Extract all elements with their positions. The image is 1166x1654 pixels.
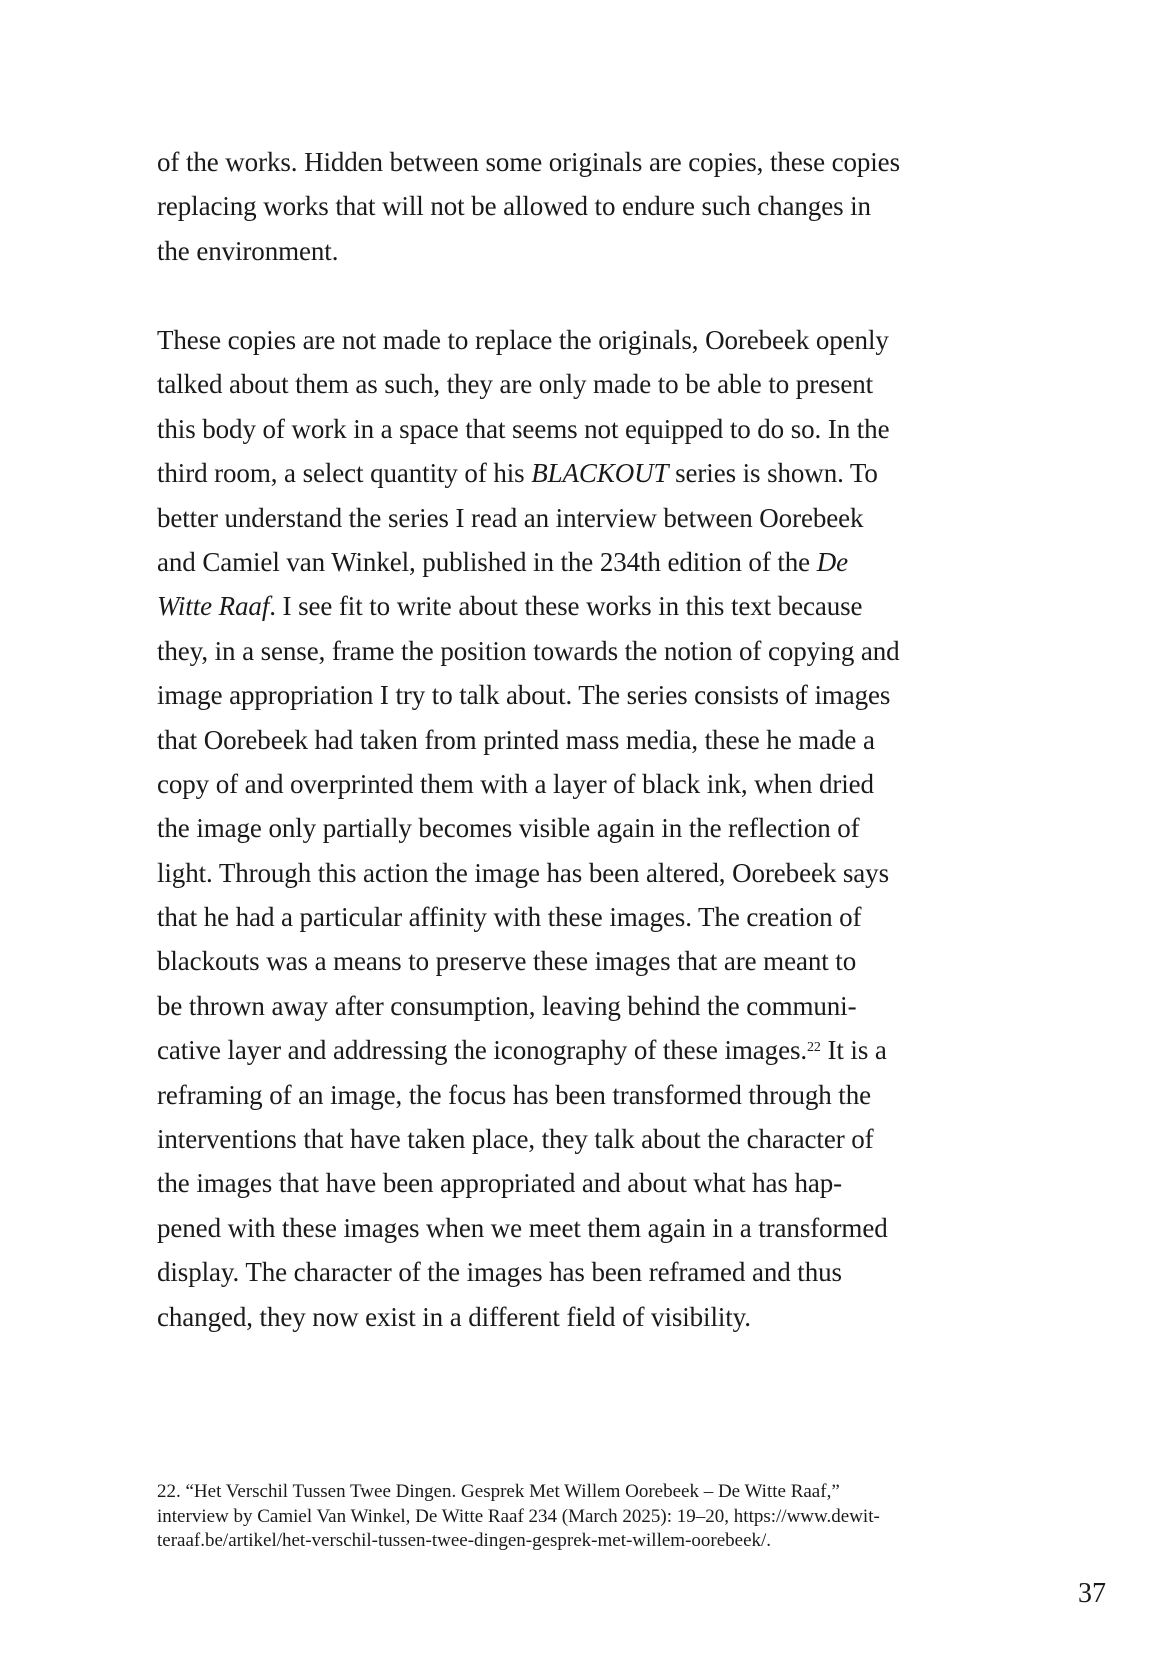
- paragraph-1: [157, 140, 1027, 273]
- text-run: series is shown. To: [668, 458, 878, 489]
- text-line: talked about them as such, they are only made to be able to present: [157, 369, 874, 400]
- text-line: the images that have been appropriated and about what has hap-: [157, 1168, 843, 1199]
- text-line: changed, they now exist in a different field of visibility.: [157, 1301, 751, 1332]
- text-line: this body of work in a space that seems not equipped to do so. In the: [157, 413, 890, 444]
- footnote-reference[interactable]: 22: [807, 1040, 821, 1056]
- text-run: It is a: [820, 1035, 887, 1066]
- text-run: and Camiel van Winkel, published in the 234th edition of the: [157, 546, 817, 577]
- text-line: These copies are not made to replace the originals, Oorebeek openly: [157, 325, 889, 355]
- text-line: [157, 451, 1027, 495]
- footnote-22: [157, 1480, 1027, 1554]
- text-line: the image only partially becomes visible again in the reflection of: [157, 813, 860, 844]
- text-line: the environment.: [157, 235, 339, 266]
- page-number: 37: [1078, 1578, 1106, 1609]
- text-line: copy of and overprinted them with a layer of black ink, when dried: [157, 768, 874, 799]
- footnote-line: 22. “Het Verschil Tussen Twee Dingen. Gesprek Met Willem Oorebeek – De Witte Raaf,”: [157, 1481, 840, 1502]
- footnote-line[interactable]: teraaf.be/artikel/het-verschil-tussen-twee-dingen-gesprek-met-willem-oorebeek/.: [157, 1530, 772, 1551]
- italic-title-de-witte-raaf: Witte Raaf: [157, 591, 270, 622]
- text-line: they, in a sense, frame the position towards the notion of copying and: [157, 635, 900, 666]
- text-line: better understand the series I read an interview between Oorebeek: [157, 502, 864, 533]
- text-line: of the works. Hidden between some originals are copies, these copies: [157, 147, 900, 177]
- text-line: light. Through this action the image has been altered, Oorebeek says: [157, 857, 889, 888]
- text-run: third room, a select quantity of his: [157, 458, 532, 489]
- text-run: . I see fit to write about these works in this text because: [269, 591, 863, 622]
- italic-title-de-witte-raaf: De: [816, 546, 848, 577]
- text-line: be thrown away after consumption, leaving behind the communi-: [157, 990, 857, 1021]
- italic-title-blackout: BLACKOUT: [531, 458, 669, 489]
- text-line: image appropriation I try to talk about. The series consists of images: [157, 680, 891, 711]
- text-line: interventions that have taken place, they talk about the character of: [157, 1124, 874, 1155]
- text-line: blackouts was a means to preserve these images that are meant to: [157, 946, 857, 977]
- text-line: [157, 540, 1027, 584]
- text-line: replacing works that will not be allowed to endure such changes in: [157, 191, 871, 222]
- text-line: [157, 1028, 1027, 1072]
- text-line: pened with these images when we meet them again in a transformed: [157, 1212, 888, 1243]
- footnote-line[interactable]: interview by Camiel Van Winkel, De Witte Raaf 234 (March 2025): 19–20, https://www.dewit-: [157, 1505, 880, 1527]
- text-run: cative layer and addressing the iconography of these images.: [157, 1035, 808, 1066]
- text-line: that Oorebeek had taken from printed mass media, these he made a: [157, 724, 875, 755]
- text-line: reframing of an image, the focus has been transformed through the: [157, 1079, 871, 1110]
- paragraph-2: [157, 318, 1027, 1339]
- text-line: [157, 584, 1027, 628]
- text-line: that he had a particular affinity with these images. The creation of: [157, 902, 862, 933]
- text-line: display. The character of the images has been reframed and thus: [157, 1257, 842, 1288]
